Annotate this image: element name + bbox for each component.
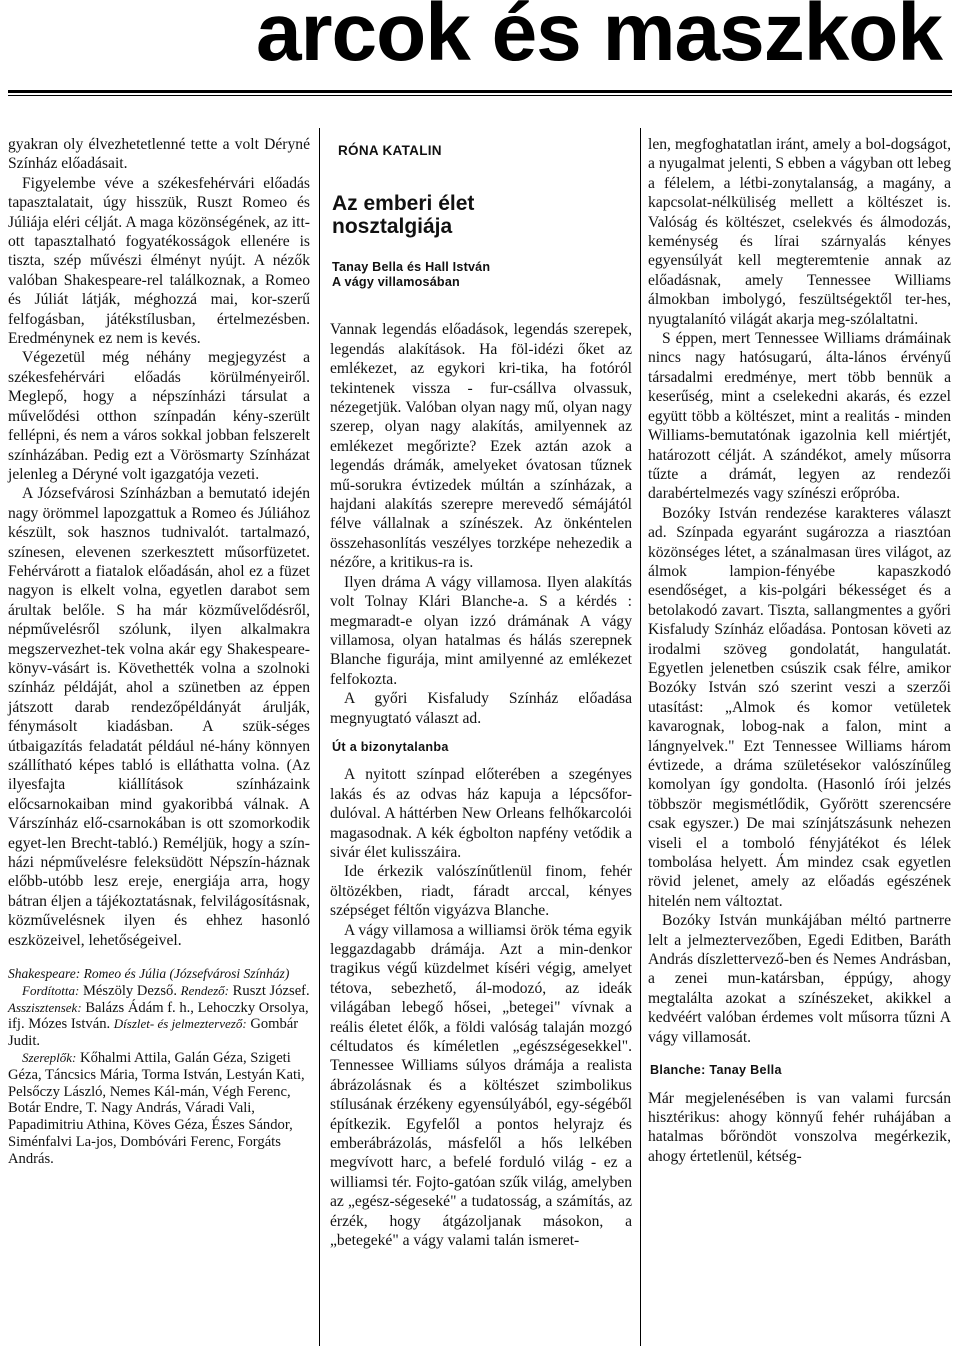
paragraph: Figyelembe véve a székesfehérvári előadás tapasztalatait, úgy hisszük, Ruszt Romeo és Júliája eléri célját. A maga közönségének, az itt-ott tapasztalható fogyatékosságok ellenére is tiszta, szép művészi élményt nyújt. A nézők valóban Shakespeare-rel találkoznak, a Romeo és Júliát látják, méghozzá mai, kor-szerű felfogásban, játékstílusban, értelmezésben. Eredménynek ez nem is kevés. (8, 174, 310, 348)
paragraph: Ilyen dráma A vágy villamosa. Ilyen alakítás volt Tolnay Klári Blanche-a. S a kérdés : megmaradt-e olyan izzó drámának A vágy villamosa, olyan hatalmas és hálás szerepnek Blanche figurája, mint amilyenné az emlékezet felfokozta. (330, 573, 632, 688)
section-heading: Út a bizonytalanba (332, 739, 449, 754)
paragraph: Bozóky István rendezése karakteres választ ad. Színpada egyaránt sugározza a riasztóan közönséges létet, a szánalmasan üres világot, az álmok lampion-fényébe kapaszkodó esendőséget, a kis-polgári békességet és a betolakodó zavart. Tiszta, sallangmentes a győri Kisfaludy Színház előadása. Pontosan követi az irodalmi szöveg gondolatát, hangulatát. Egyetlen jelenetben csúszik csak félre, amikor Bozóky István szó szerint veszi a szerzői utasítást: „Almok és komor vetületek kavarognak, lobog-nak a falon, mint a lángnyelvek." Ezt Tennessee Williams három évtizede, a dráma születésekor valószínűleg komolyan így gondolta. (Hasonló írói jelzés többször megismétlődik, Győrött szerencsére csak egyszer.) De mai színjátszásunk nehezen viseli el a tomboló fényjátékot és lélek tombolása helyett. Ám mindez csak egyetlen rövid jelenet, amely az előadás egészének hitelén nem változtat. (648, 504, 951, 910)
masthead-title: arcok és maszkok (255, 0, 942, 78)
paragraph: A vágy villamosa a williamsi örök téma egyik leggazdagabb drámája. Azt a min-denkor tragikus végű küzdelmet kíséri végig, amelyet tétova, sebezhető, ál-modozó, az ideák világában lebegő hősei, „betegei" vívnak a reális életet élők, a földi valóság talaján mozgó céltudatos és kíméletlen „egészségesekkel". Tennessee Williams súlyos drámája a realista ábrázolásnak és a költészet szimbolikus stílusának érzékeny egyensúlyából, egy-ségéből építkezik. Egyfelől a pontos helyrajz és emberábrázolás, másfelől a hős lelkében megvívott harc, a befelé forduló világ - ez a williamsi tér. Fojto-gatóan szűk világ, amelyben az „egész-ségeseké" a tudatosság, a számítás, az érzék, hogy átgázoljanak másokon, a „betegeké" a vágy valami talán ismeret- (330, 921, 632, 1250)
production-credits (8, 966, 310, 1168)
paragraph: S éppen, mert Tennessee Williams drámáinak nincs nagy hatósugarú, álta-lános érvényű társadalmi eredménye, mert több bennük a keserűség, mint a cselekedni akarás, és ezzel együtt több a költészet, mint a realitás - minden Williams-bemutatónak igazolnia kell miértjét, határozott célját. A szándékot, amely műsorra tűzte a drámát, legyen az rendezői darabértelmezés vagy színészi erőpróba. (648, 330, 951, 503)
credit-value: Mészöly Dezső. (82, 982, 177, 999)
paragraph: A Józsefvárosi Színházban a bemutató idején nagy örömmel lapozgattuk a Romeo és Júliához készült, sok hasznos tudnivalót. tartalmazó, színesen, elevenen szerkesztett műsorfüzetet. Fehérvárott a fiatalok előadásán, ahol ez a füzet nagyon is elkelt volna, egyetlen darabot sem árultak belőle. S ha már közművelődésről, népművelésről szólunk, ilyen alkalmakra megszervezhet-tek volna akár egy Shakespeare-könyv-vásárt is. Követhették volna a szolnoki színház példáját, ahol a szünetben az éppen játszott darab rendezőpéldányát árulják, fénymásolt kiadásban. A szük-séges útbaigazítás feladatát például né-hány könnyen szállítható képes tabló is elláthatta volna. (Az ilyesfajta kiállítások színházaink előcsarnokaiban mind gyakoribbá válnak. A Várszínház elő-csarnokában is ott szomorkodik egyet-len Brecht-tabló.) Reméljük, hogy a szín-házi népművelésre feleksüdött Népszín-háznak előbb-utóbb lesz ereje, energiája arra, hogy bátran éljen a tájékoztatásnak, felvilágosításnak, közművelésnek ilyen és ehhez hasonló eszközeivel, lehetőségeivel. (8, 485, 310, 949)
title-line: Az emberi élet (332, 192, 475, 216)
paragraph: gyakran oly élvezhetetlenné tette a volt Déryné Színház előadásait. (8, 136, 310, 173)
column-3 (648, 135, 951, 1166)
column-divider (319, 128, 320, 1346)
masthead-rule-thin (8, 95, 952, 96)
production-title: Shakespeare: Romeo és Júlia (Józsefvárosi Színház) (8, 966, 290, 982)
column-2 (330, 135, 632, 1251)
title-line: nosztalgiája (332, 215, 453, 239)
credit-value: Gombár Judit. (8, 1016, 299, 1050)
paragraph: Végezetül még néhány megjegyzést a székesfehérvári előadás körülményeiről. Meglepő, hogy a népszínházi társulat a művelődési otthon színpadán kény-szerült fellépni, és nem a város sokkal jobban felszerelt színházában. Pedig ezt a Vörösmarty Színházat jelenleg a Déryné volt igazgatója vezeti. (8, 349, 310, 483)
column-1 (8, 135, 310, 1168)
paragraph: len, megfoghatatlan iránt, amely a bol-dogságot, a nyugalmat jelenti, S ebben a vágyban ott lebeg a félelem, a létbi-zonytalanság, a magány, a kapcsolat-nélküliség mellett a költészet is. Valóság és költészet, cselekvés és álmodozás, keménység és lírai szárnyalás kényes egyensúlyát kell megteremtenie annak az előadásnak, amely Tennessee Williams álmokban imbolygó, feszültségektől ter-hes, nyugtalanító világát akarja meg-szólaltatni. (648, 136, 951, 328)
credit-label: Szereplők: (22, 1050, 77, 1066)
paragraph: Bozóky István munkájában méltó partnerre lelt a jelmeztervezőben, Egedi Editben, Baráth András díszlettervező-ben és Nemes Andrásban, a zenei mun-katársban, éppúgy, ahogy megtalálta azokat a színészeket, akikkel a kedvéért valóban érdemes volt műsorra tűzni A vágy villamosát. (648, 912, 951, 1046)
article-author: RÓNA KATALIN (338, 143, 442, 158)
masthead-rule (8, 90, 952, 93)
masthead (0, 0, 960, 78)
paragraph: A nyitott színpad előterében a szegényes lakás és az odvas ház kapuja a lépcsőfor-dulóval. A háttérben New Orleans felhőkarcolói magasodnak. A kék égbolton napfény vetődik a sivár élet kulisszáira. (330, 766, 632, 861)
credit-label: Asszisztensek: (8, 999, 82, 1015)
subtitle-line: A vágy villamosában (332, 275, 460, 290)
credit-value: Kőhalmi Attila, Galán Géza, Szigeti Géza, Táncsics Mária, Torma István, Lestyán Kati, Pelsőczy László, Nemes Kál-mán, Végh Ferenc, Botár Endre, T. Nagy András, Váradi Vali, Papadimitriu Athina, Köves Géza, Észes Sándor, Siménfalvi La-jos, Dombóvári Ferenc, Forgáts András. (8, 1050, 305, 1167)
column-divider (640, 128, 641, 1346)
paragraph: Már megjelenésében is van valami furcsán hisztérikus: ahogy könnyű fehér ruhájában a hatalmas bőröndöt vonszolva megérkezik, ahogy értetlenül, kétség- (648, 1089, 951, 1165)
paragraph: Ide érkezik valószínűtlenül finom, fehér öltözékben, riadt, fáradt arccal, kényes szépséget féltőn vigyázva Blanche. (330, 863, 632, 920)
paragraph: Vannak legendás előadások, legendás szerepek, legendás alakítások. Ha föl-idézi őket az emlékezet, az egykori kri-tika, ha fotóról tekintenek vissza - fur-csállva olvassuk, nézegetjük. Valóban olyan nagy mű, olyan nagy szerep, olyan nagy alakítás, amilyennek az emlékezet megőrizte? Ezek aztán azok a legendás drámák, amelyeket óvatosan tűznek mű-sorukra évtizedek múltán a színházak, a hajdani alakítás szerepre merevedő sémájától félve vállalnak a színészek. Az önkéntelen összehasonlítás veszélyes torzképe nehezedik a nézőre, a kritikus-ra is. (330, 321, 632, 572)
credit-label: Fordította: (22, 982, 80, 998)
credit-value: Balázs Ádám f. h., Lehoczky Orsolya, ifj. Mózes István. (8, 999, 309, 1033)
credit-value: Ruszt József. (232, 982, 310, 999)
credit-label: Díszlet- és jelmeztervező: (113, 1016, 247, 1032)
subtitle-line: Tanay Bella és Hall István (332, 260, 491, 275)
article-title (332, 192, 632, 238)
credit-label: Rendező: (180, 982, 230, 998)
article-subtitle (332, 260, 632, 290)
paragraph: A győri Kisfaludy Színház előadása megnyugtató választ ad. (330, 690, 632, 727)
section-heading: Blanche: Tanay Bella (650, 1063, 782, 1078)
